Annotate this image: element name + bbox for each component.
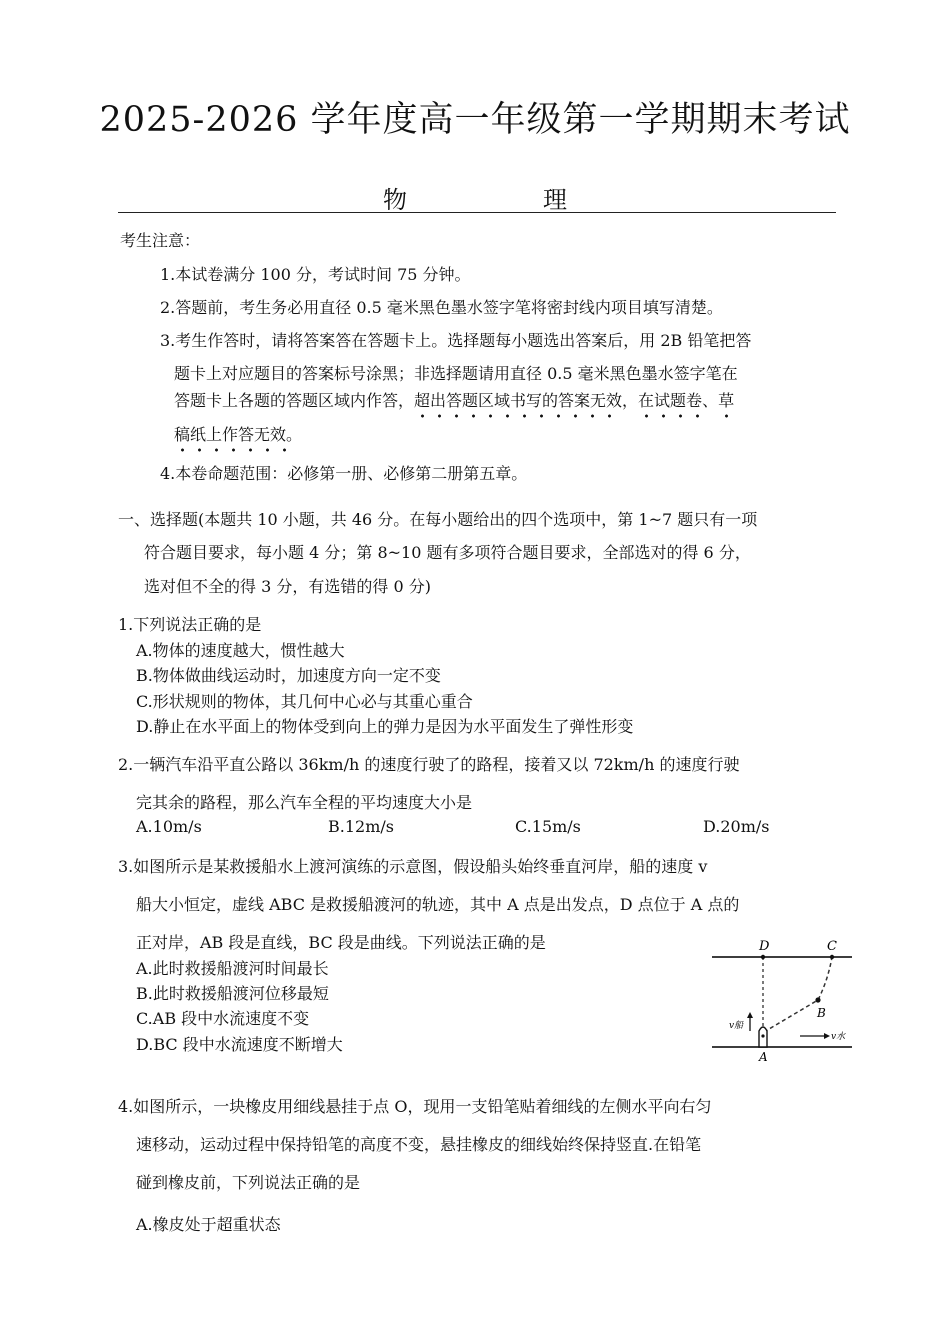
- q4-stem-line-2: 速移动，运动过程中保持铅笔的高度不变，悬挂橡皮的细线始终保持竖直.在铅笔: [136, 1135, 702, 1154]
- notice-item-4: 4.本卷命题范围：必修第一册、必修第二册第五章。: [160, 464, 528, 483]
- point-c: [830, 955, 834, 959]
- v-water-arrowhead: [824, 1033, 830, 1039]
- q3-stem-line-1: 3.如图所示是某救援船水上渡河演练的示意图，假设船头始终垂直河岸，船的速度 v: [118, 857, 708, 876]
- q2-stem-line-1: 2.一辆汽车沿平直公路以 36km/h 的速度行驶了的路程，接着又以 72km/h 的速度行驶: [118, 755, 740, 774]
- notice-text: 、: [702, 391, 719, 410]
- label-v-water: v水: [831, 1032, 846, 1042]
- notice-item-3-line-2: 题卡上对应题目的答案标号涂黑；非选择题请用直径 0.5 毫米黑色墨水签字笔在: [174, 364, 738, 383]
- q2-stem-line-2: 完其余的路程，那么汽车全程的平均速度大小是: [136, 793, 473, 812]
- label-v-boat: v船: [729, 1021, 744, 1031]
- q2-option-d: D.20m/s: [703, 817, 770, 836]
- q1-option-a: A.物体的速度越大，惯性越大: [136, 641, 345, 660]
- notice-text: 。: [286, 425, 303, 444]
- q1-stem: 1.下列说法正确的是: [118, 615, 262, 634]
- notice-item-2: 2.答题前，考生务必用直径 0.5 毫米黑色墨水签字笔将密封线内项目填写清楚。: [160, 298, 723, 317]
- q1-option-b: B.物体做曲线运动时，加速度方向一定不变: [136, 666, 441, 685]
- notice-item-3-line-4: [174, 422, 302, 445]
- q1-option-d: D.静止在水平面上的物体受到向上的弹力是因为水平面发生了弹性形变: [136, 717, 634, 736]
- title-divider: [118, 212, 836, 213]
- section-1-line-2: 符合题目要求，每小题 4 分；第 8~10 题有多项符合题目要求，全部选对的得 6 分，: [144, 543, 751, 562]
- label-b: B: [817, 1006, 826, 1020]
- river-crossing-diagram: [700, 930, 860, 1065]
- subject-heading: [0, 180, 950, 215]
- notice-item-3-line-3: [174, 388, 734, 411]
- q3-option-b: B.此时救援船渡河位移最短: [136, 984, 329, 1003]
- emphasis-text: 稿纸上作答无效: [174, 425, 286, 453]
- notice-text: 答题卡上各题的答题区域内作答，: [174, 391, 415, 410]
- q4-stem-line-1: 4.如图所示，一块橡皮用细线悬挂于点 O，现用一支铅笔贴着细线的左侧水平向右匀: [118, 1097, 712, 1116]
- emphasis-text: 超出答题区域书写的答案无效: [414, 391, 622, 419]
- boat-center: [761, 1034, 764, 1037]
- q3-option-c: C.AB 段中水流速度不变: [136, 1009, 310, 1028]
- q4-stem-line-3: 碰到橡皮前，下列说法正确的是: [136, 1173, 361, 1192]
- q3-option-a: A.此时救援船渡河时间最长: [136, 959, 329, 978]
- q3-stem-line-2: 船大小恒定，虚线 ABC 是救援船渡河的轨迹，其中 A 点是出发点，D 点位于 A 点的: [136, 895, 740, 914]
- point-d: [761, 955, 765, 959]
- q1-option-c: C.形状规则的物体，其几何中心必与其重心重合: [136, 692, 473, 711]
- subject-char-2: 理: [543, 186, 567, 214]
- q3-stem-line-3: 正对岸，AB 段是直线，BC 段是曲线。下列说法正确的是: [136, 933, 546, 952]
- label-d: D: [759, 939, 770, 954]
- emphasis-text: 草: [718, 391, 734, 419]
- section-1-line-1: 一、选择题(本题共 10 小题，共 46 分。在每小题给出的四个选项中，第 1~7 题只有一项: [118, 510, 758, 529]
- subject-char-1: 物: [383, 186, 407, 214]
- trajectory-abc: [764, 957, 832, 1032]
- q2-option-a: A.10m/s: [136, 817, 202, 836]
- emphasis-text: 在试题卷: [638, 391, 702, 419]
- q4-option-a: A.橡皮处于超重状态: [136, 1215, 281, 1234]
- point-b: [815, 997, 820, 1002]
- q2-option-c: C.15m/s: [515, 817, 581, 836]
- notice-item-3-line-1: 3.考生作答时，请将答案答在答题卡上。选择题每小题选出答案后，用 2B 铅笔把答: [160, 331, 752, 350]
- v-boat-arrowhead: [747, 1012, 753, 1018]
- notice-item-1: 1.本试卷满分 100 分，考试时间 75 分钟。: [160, 265, 471, 284]
- section-1-line-3: 选对但不全的得 3 分，有选错的得 0 分): [144, 577, 431, 596]
- notice-text: ，: [622, 391, 639, 410]
- notice-heading: 考生注意：: [120, 231, 201, 250]
- label-c: C: [827, 939, 837, 954]
- q2-option-b: B.12m/s: [328, 817, 394, 836]
- exam-title: 2025-2026 学年度高一年级第一学期期末考试: [99, 100, 851, 140]
- q3-option-d: D.BC 段中水流速度不断增大: [136, 1035, 343, 1054]
- label-a: A: [759, 1050, 768, 1064]
